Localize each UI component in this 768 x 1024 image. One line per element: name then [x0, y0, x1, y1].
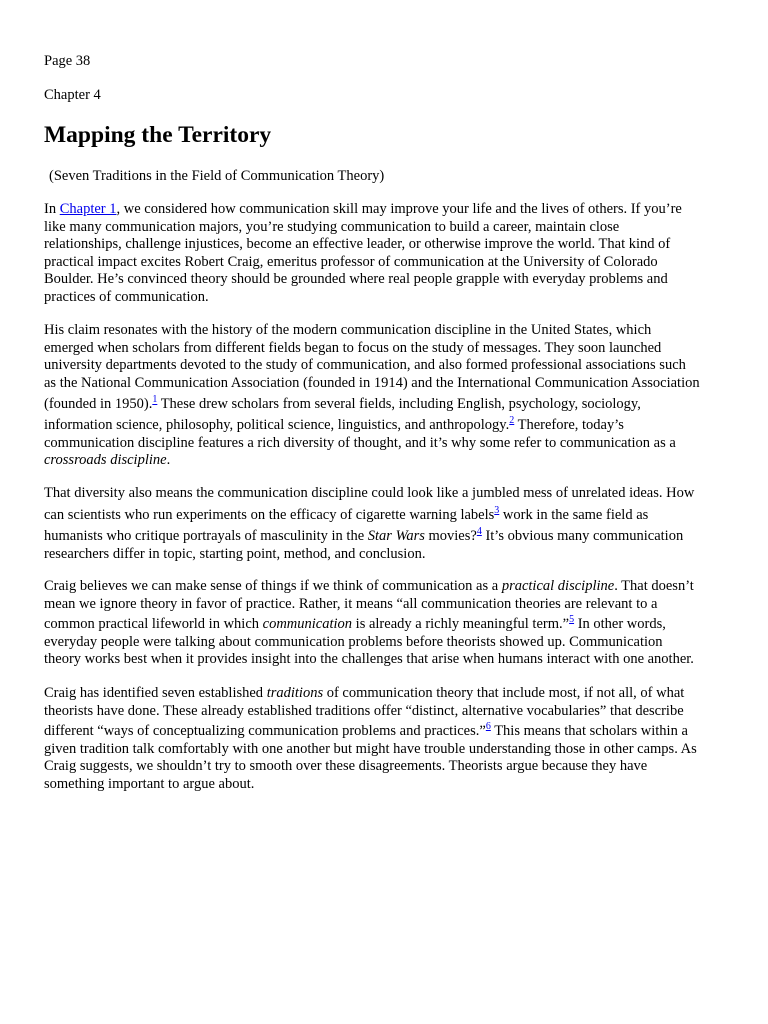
paragraph-line: Boulder. He’s convinced theory should be grounded where real people grapple with everyday problems and — [44, 271, 668, 288]
paragraph-line: everyday people were talking about communication problems before theorists showed up. Communication — [44, 633, 663, 650]
line-text: , we considered how communication skill may improve your life and the lives of others. If you’re — [116, 201, 682, 217]
paragraph-line: as the National Communication Association (founded in 1914) and the International Communication Association — [44, 374, 700, 391]
line-text: . That doesn’t — [614, 578, 694, 594]
line-text: humanists who critique portrayals of masculinity in the — [44, 528, 368, 545]
line-text: Craig believes we can make sense of things if we think of communication as a — [44, 578, 502, 594]
paragraph-line — [44, 396, 728, 414]
paragraph-line: given tradition talk comfortably with one another but might have trouble understanding those in other camps. As — [44, 740, 697, 757]
italic-term: Star Wars — [367, 528, 425, 545]
italic-term: crossroads discipline — [44, 452, 167, 469]
paragraph-line: like many communication majors, you’re studying communication to build a career, maintain close — [44, 218, 620, 235]
paragraph-line: university departments devoted to the study of communication, and also formed professional associations such — [44, 357, 686, 374]
line-text: (founded in 1950). — [44, 396, 153, 413]
line-text: movies? — [424, 528, 477, 545]
paragraph-line: That diversity also means the communication discipline could look like a jumbled mess of unrelated ideas. How — [44, 485, 695, 501]
line-text: Therefore, today’s — [514, 416, 624, 433]
line-text: information science, philosophy, political science, linguistics, and anthropology. — [44, 416, 510, 433]
line-text: In — [44, 201, 60, 217]
paragraph-4 — [44, 578, 728, 669]
line-text: These drew scholars from several fields, including English, psychology, sociology, — [157, 396, 641, 413]
paragraph-line — [44, 417, 728, 435]
paragraph-line — [44, 616, 728, 634]
chapter-1-link[interactable]: Chapter 1 — [59, 201, 117, 217]
line-text: Craig has identified seven established — [44, 685, 267, 701]
footnote-link-2[interactable]: 2 — [509, 415, 515, 427]
paragraph-5 — [44, 685, 728, 794]
page-number: Page 38 — [44, 53, 91, 69]
line-text: is already a richly meaningful term.” — [352, 616, 570, 633]
footnote-link-4[interactable]: 4 — [476, 526, 482, 538]
paragraph-2 — [44, 322, 728, 470]
paragraph-line: theory works best when it provides insight into the challenges that arise when humans interact with one another. — [44, 651, 694, 668]
chapter-subtitle: (Seven Traditions in the Field of Communication Theory) — [49, 168, 385, 184]
paragraph-line — [44, 723, 728, 741]
line-text: This means that scholars within a — [490, 723, 688, 740]
footnote-link-5[interactable]: 5 — [569, 614, 575, 626]
line-text: . — [166, 452, 171, 469]
chapter-title: Mapping the Territory — [44, 122, 272, 148]
line-text: of communication theory that include most, if not all, of what — [323, 685, 685, 701]
line-text: can scientists who run experiments on the efficacy of cigarette warning labels — [44, 506, 495, 523]
line-text: It’s obvious many communication — [481, 528, 684, 545]
footnote-link-1[interactable]: 1 — [152, 394, 158, 406]
paragraph-line — [44, 452, 728, 470]
italic-term: traditions — [266, 685, 324, 701]
line-text: In other words, — [574, 616, 666, 633]
paragraph-line — [44, 578, 728, 596]
line-text: common practical lifeworld in which — [44, 616, 263, 633]
paragraph-line: theorists have done. These already established traditions offer “distinct, alternative vocabularies” that describe — [44, 702, 684, 719]
paragraph-1 — [44, 201, 728, 307]
italic-term: practical discipline — [501, 578, 615, 594]
paragraph-3 — [44, 485, 728, 563]
paragraph-line: practices of communication. — [44, 288, 209, 305]
footnote-link-6[interactable]: 6 — [485, 721, 491, 733]
italic-term: communication — [262, 616, 353, 633]
paragraph-line: something important to argue about. — [44, 775, 255, 792]
line-text: work in the same field as — [499, 506, 649, 523]
paragraph-line — [44, 201, 728, 219]
paragraph-line — [44, 528, 728, 546]
paragraph-line: relationships, challenge injustices, become an effective leader, or otherwise improve the world. That kind of — [44, 236, 671, 253]
footnote-link-3[interactable]: 3 — [494, 504, 500, 516]
paragraph-line: practical impact excites Robert Craig, emeritus professor of communication at the University of Colorado — [44, 253, 658, 270]
paragraph-line: emerged when scholars from different fields began to focus on the study of messages. They soon launched — [44, 339, 662, 356]
chapter-label: Chapter 4 — [44, 87, 101, 103]
line-text: different “ways of conceptualizing communication problems and practices.” — [44, 723, 486, 740]
paragraph-line — [44, 504, 728, 525]
paragraph-line: Craig suggests, we shouldn’t try to smooth over these disagreements. Theorists argue because they have — [44, 758, 648, 775]
paragraph-line: communication discipline features a rich diversity of thought, and it’s why some refer to communication as a — [44, 434, 676, 451]
paragraph-line: mean we ignore theory in favor of practice. Rather, it means “all communication theories are relevant to a — [44, 595, 658, 612]
paragraph-line — [44, 685, 728, 703]
paragraph-line: researchers differ in topic, starting point, method, and conclusion. — [44, 545, 426, 562]
paragraph-line: His claim resonates with the history of the modern communication discipline in the United States, which — [44, 322, 652, 338]
